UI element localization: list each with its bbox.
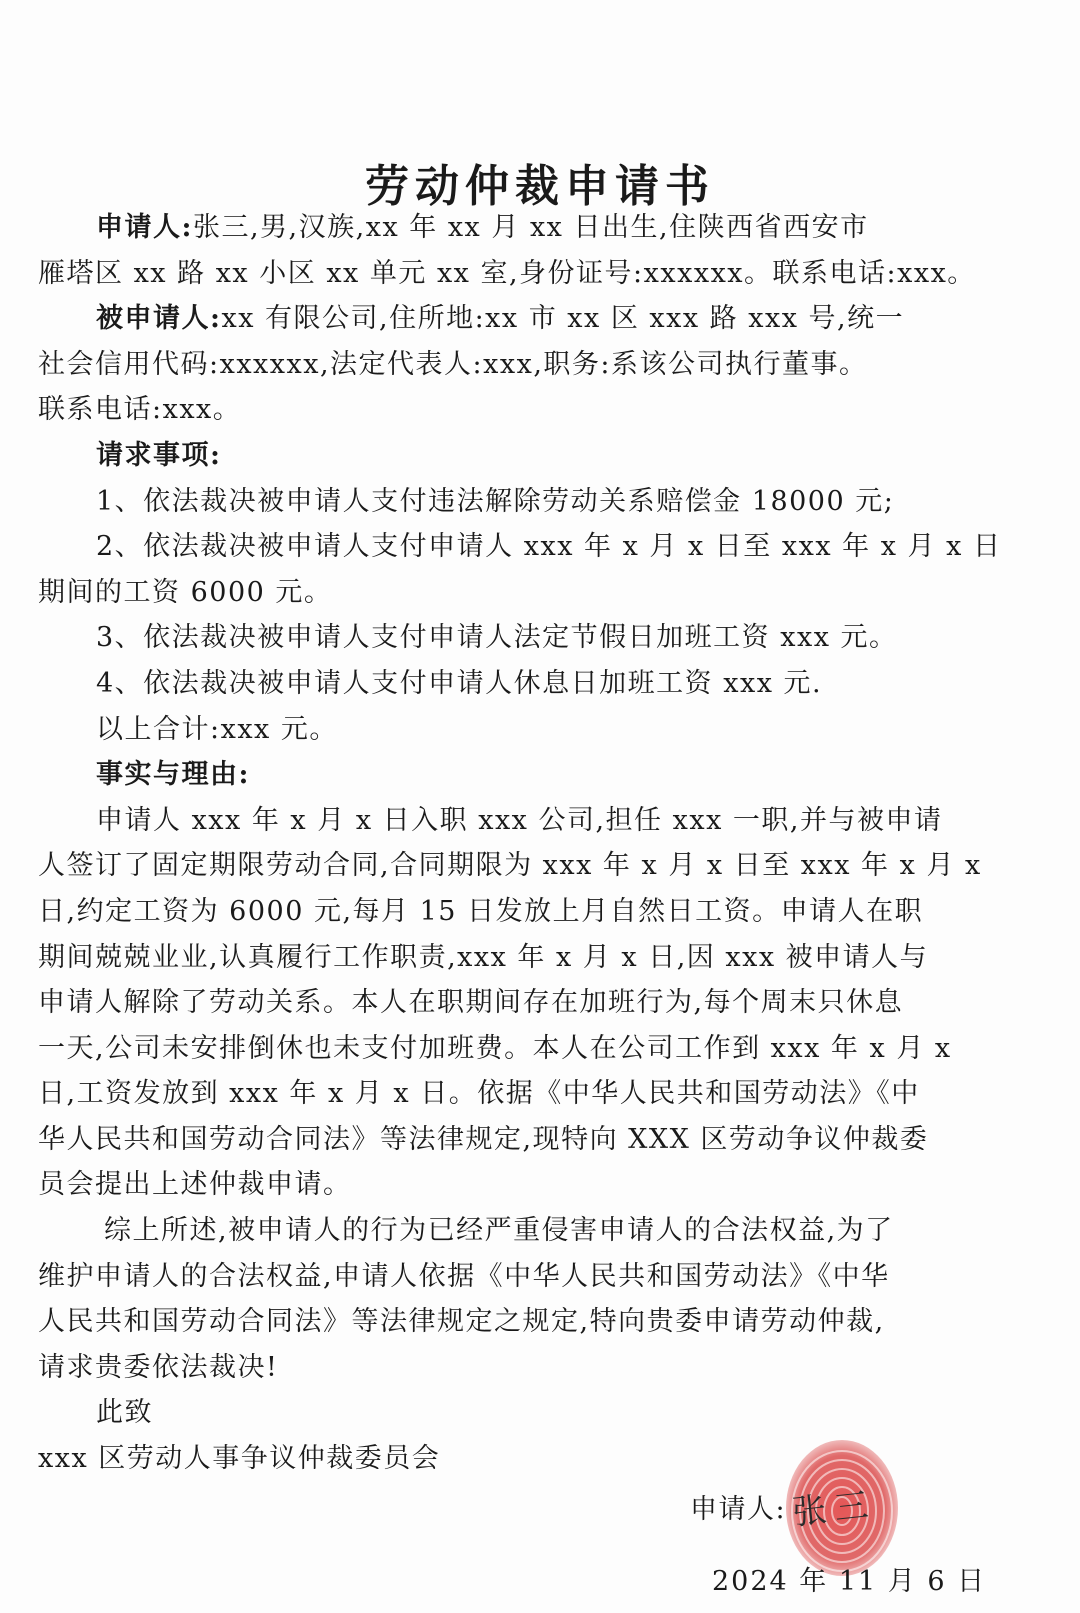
closing-salutation: 此致 — [96, 1397, 153, 1429]
closing-addressee: xxx 区劳动人事争议仲裁委员会 — [38, 1443, 441, 1475]
signature-label: 申请人: — [690, 1494, 787, 1525]
request-item-2-line-2: 期间的工资 6000 元。 — [38, 576, 333, 608]
facts-line: 一天,公司未安排倒休也未支付加班费。本人在公司工作到 xxx 年 x 月 x — [38, 1032, 952, 1064]
facts-line: 期间兢兢业业,认真履行工作职责,xxx 年 x 月 x 日,因 xxx 被申请人与 — [38, 941, 929, 973]
facts-line: 申请人 xxx 年 x 月 x 日入职 xxx 公司,担任 xxx 一职,并与被申请 — [96, 804, 943, 836]
facts-line: 日,工资发放到 xxx 年 x 月 x 日。依据《中华人民共和国劳动法》《中 — [38, 1078, 920, 1110]
facts-line: 申请人解除了劳动关系。本人在职期间存在加班行为,每个周末只休息 — [38, 987, 904, 1019]
conclusion-line: 请求贵委依法裁决! — [38, 1351, 279, 1383]
signature-date: 2024 年 11 月 6 日 — [712, 1566, 987, 1597]
request-item-1: 1、依法裁决被申请人支付违法解除劳动关系赔偿金 18000 元; — [96, 485, 895, 517]
respondent-info-2: 社会信用代码:xxxxxx,法定代表人:xxx,职务:系该公司执行董事。 — [38, 348, 868, 380]
applicant-label: 申请人: — [96, 212, 193, 243]
signature-name: 张三 — [790, 1484, 879, 1534]
conclusion-line: 维护申请人的合法权益,申请人依据《中华人民共和国劳动法》《中华 — [38, 1260, 890, 1292]
respondent-label: 被申请人: — [96, 303, 222, 335]
request-item-4: 4、依法裁决被申请人支付申请人休息日加班工资 xxx 元. — [96, 667, 823, 699]
applicant-info-2: 雁塔区 xx 路 xx 小区 xx 单元 xx 室,身份证号:xxxxxx。联系电话:xxx。 — [38, 257, 976, 289]
request-item-2-line-1: 2、依法裁决被申请人支付申请人 xxx 年 x 月 x 日至 xxx 年 x 月 x 日 — [96, 531, 1002, 563]
signature-block — [680, 1425, 1080, 1613]
facts-line: 员会提出上述仲裁申请。 — [38, 1169, 352, 1201]
request-item-3: 3、依法裁决被申请人支付申请人法定节假日加班工资 xxx 元。 — [96, 622, 898, 654]
conclusion-line: 综上所述,被申请人的行为已经严重侵害申请人的合法权益,为了 — [104, 1215, 894, 1247]
facts-line: 华人民共和国劳动合同法》等法律规定,现特向 XXX 区劳动争议仲裁委 — [38, 1123, 929, 1155]
requests-total: 以上合计:xxx 元。 — [96, 713, 338, 745]
respondent-info-1: xx 有限公司,住所地:xx 市 xx 区 xxx 路 xxx 号,统一 — [221, 303, 905, 335]
document-title: 劳动仲裁申请书 — [365, 161, 715, 212]
document-body — [38, 205, 1038, 1482]
respondent-info-3: 联系电话:xxx。 — [38, 394, 242, 426]
facts-line: 人签订了固定期限劳动合同,合同期限为 xxx 年 x 月 x 日至 xxx 年 x 月 x — [38, 850, 982, 882]
applicant-info-1: 张三,男,汉族,xx 年 xx 月 xx 日出生,住陕西省西安市 — [192, 212, 869, 243]
requests-heading: 请求事项: — [96, 439, 222, 471]
facts-line: 日,约定工资为 6000 元,每月 15 日发放上月自然日工资。申请人在职 — [38, 895, 924, 927]
facts-heading: 事实与理由: — [96, 759, 250, 791]
applicant-line-1 — [38, 205, 1038, 251]
respondent-line-1 — [38, 296, 1038, 342]
conclusion-line: 人民共和国劳动合同法》等法律规定之规定,特向贵委申请劳动仲裁, — [38, 1306, 885, 1338]
